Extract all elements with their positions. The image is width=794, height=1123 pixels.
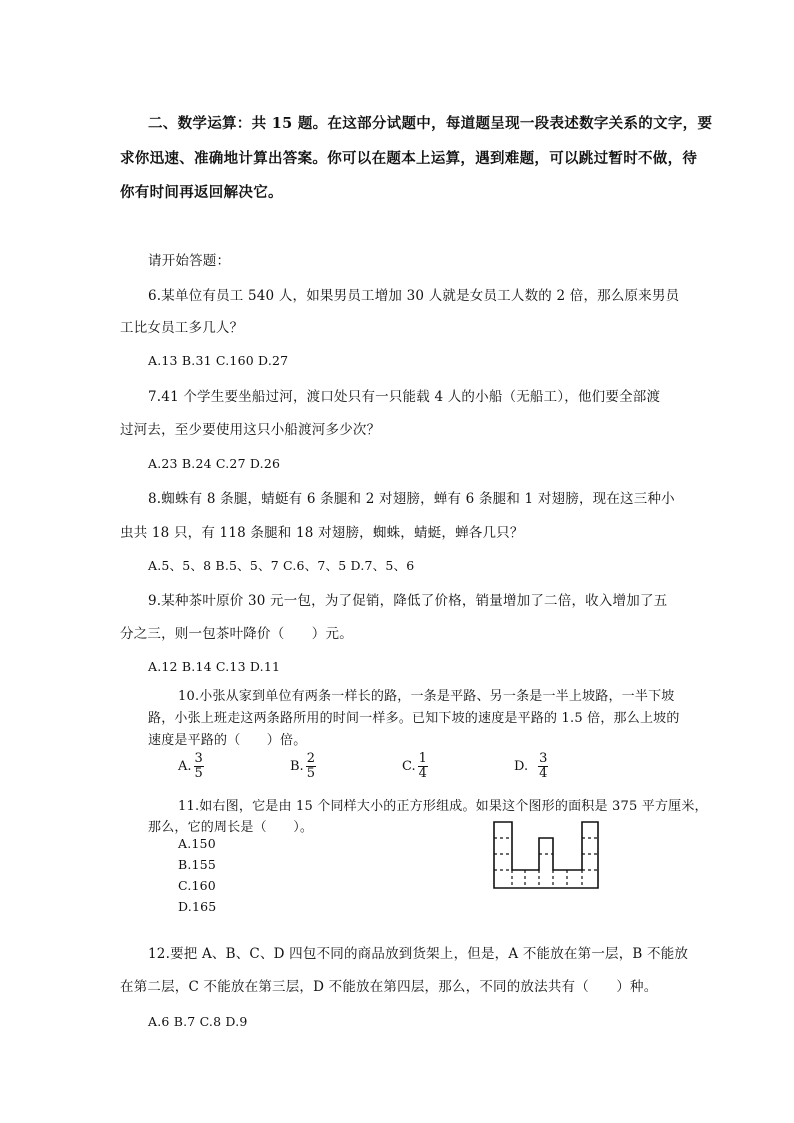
choice-label: A.	[178, 759, 192, 774]
question-7-line-1: 7.41 个学生要坐船过河，渡口处只有一只能载 4 人的小船（无船工），他们要全部渡	[148, 389, 661, 405]
numerator: 1	[418, 751, 427, 766]
question-6-options: A.13 B.31 C.160 D.27	[148, 353, 289, 368]
question-11-option-c: C.160	[178, 878, 216, 893]
fraction	[418, 752, 428, 781]
denominator: 4	[418, 766, 427, 781]
numerator: 3	[539, 751, 548, 766]
intro-text: 请开始答题：	[148, 253, 231, 269]
choice-label: D.	[514, 759, 529, 774]
question-12-options: A.6 B.7 C.8 D.9	[148, 1014, 248, 1029]
question-10-choice-d	[514, 752, 548, 781]
question-9-options: A.12 B.14 C.13 D.11	[148, 659, 281, 674]
question-7-options: A.23 B.24 C.27 D.26	[148, 456, 281, 471]
numerator: 3	[194, 751, 203, 766]
squares-figure	[492, 818, 600, 890]
section-heading-line-3: 你有时间再返回解决它。	[120, 184, 283, 201]
choice-label: B.	[290, 759, 304, 774]
question-10-choice-c	[402, 752, 428, 781]
denominator: 4	[539, 766, 548, 781]
question-8-options: A.5、5、8 B.5、5、7 C.6、7、5 D.7、5、6	[148, 558, 415, 573]
question-9-line-1: 9.某种茶叶原价 30 元一包，为了促销，降低了价格，销量增加了二倍，收入增加了五	[148, 593, 668, 609]
denominator: 5	[306, 766, 315, 781]
numerator: 2	[306, 751, 315, 766]
question-6-line-2: 工比女员工多几人？	[120, 320, 244, 336]
question-11-line-2: 那么，它的周长是（ ）。	[148, 820, 314, 835]
question-10-line-1: 10.小张从家到单位有两条一样长的路，一条是平路、另一条是一半上坡路，一半下坡	[178, 689, 675, 704]
question-7-line-2: 过河去，至少要使用这只小船渡河多少次？	[120, 422, 381, 438]
question-8-line-2: 虫共 18 只，有 118 条腿和 18 对翅膀，蜘蛛，蜻蜓，蝉各几只？	[120, 525, 524, 541]
question-11-option-d: D.165	[178, 899, 217, 914]
section-heading-line-2: 求你迅速、准确地计算出答案。你可以在题本上运算，遇到难题，可以跳过暂时不做，待	[120, 150, 698, 167]
question-10-choice-b	[290, 752, 316, 781]
question-11-option-b: B.155	[178, 857, 217, 872]
question-12-line-1: 12.要把 A、B、C、D 四包不同的商品放到货架上，但是，A 不能放在第一层，B 不能放	[148, 946, 689, 962]
question-9-line-2: 分之三，则一包茶叶降价（ ）元。	[120, 626, 353, 642]
question-11-line-1: 11.如右图，它是由 15 个同样大小的正方形组成。如果这个图形的面积是 375 平方厘米，	[178, 799, 708, 814]
fraction	[194, 752, 204, 781]
fraction	[538, 752, 548, 781]
question-12-line-2: 在第二层，C 不能放在第三层，D 不能放在第四层，那么，不同的放法共有（ ）种。	[120, 979, 658, 995]
question-10-line-3: 速度是平路的（ ）倍。	[148, 733, 307, 748]
question-10-line-2: 路，小张上班走这两条路所用的时间一样多。已知下坡的速度是平路的 1.5 倍，那么上坡的	[148, 711, 680, 726]
question-11-option-a: A.150	[178, 836, 216, 851]
question-6-line-1: 6.某单位有员工 540 人，如果男员工增加 30 人就是女员工人数的 2 倍，那么原来男员	[148, 288, 680, 304]
question-10-choice-a	[178, 752, 204, 781]
fraction	[306, 752, 316, 781]
question-8-line-1: 8.蜘蛛有 8 条腿，蜻蜓有 6 条腿和 2 对翅膀，蝉有 6 条腿和 1 对翅膀，现在这三种小	[148, 491, 675, 507]
choice-label: C.	[402, 759, 416, 774]
denominator: 5	[194, 766, 203, 781]
section-heading-line-1: 二、数学运算：共 15 题。在这部分试题中，每道题呈现一段表述数字关系的文字，要	[148, 115, 713, 132]
